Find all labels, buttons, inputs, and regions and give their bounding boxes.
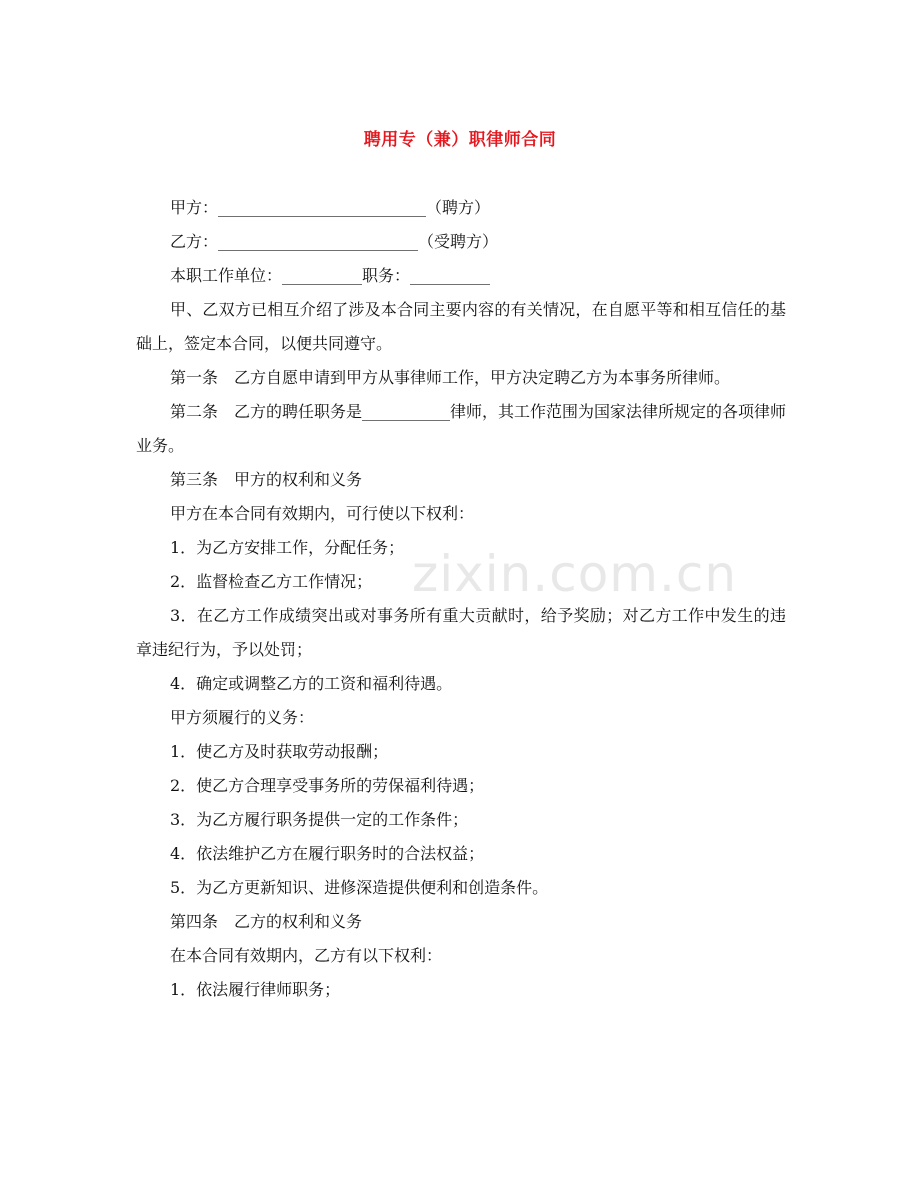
- document-title: 聘用专（兼）职律师合同: [363, 130, 557, 150]
- list-item: 3．在乙方工作成绩突出或对事务所有重大贡献时，给予奖励；对乙方工作中发生的违章违纪行为，予以处罚；: [136, 606, 786, 659]
- article-3-heading: 第三条 甲方的权利和义务: [170, 470, 363, 489]
- article-1-paragraph: 第一条 乙方自愿申请到甲方从事律师工作，甲方决定聘乙方为本事务所律师。: [170, 368, 731, 387]
- list-item: 2．使乙方合理享受事务所的劳保福利待遇；: [170, 776, 485, 795]
- party-a-rights-intro: 甲方在本合同有效期内，可行使以下权利：: [170, 504, 475, 523]
- list-item: 3．为乙方履行职务提供一定的工作条件；: [170, 810, 469, 829]
- list-item: 1．依法履行律师职务；: [170, 980, 341, 999]
- list-item: 2．监督检查乙方工作情况；: [170, 572, 373, 591]
- party-a-duties-intro: 甲方须履行的义务：: [170, 708, 315, 727]
- list-item: 4．确定或调整乙方的工资和福利待遇。: [170, 674, 453, 693]
- work-unit-line: 本职工作单位：__________职务：__________: [170, 266, 491, 285]
- party-b-line: 乙方：_________________________（受聘方）: [170, 232, 499, 251]
- party-a-line: 甲方：__________________________（聘方）: [170, 198, 491, 217]
- list-item: 1．使乙方及时获取劳动报酬；: [170, 742, 389, 761]
- article-2-paragraph: 第二条 乙方的聘任职务是___________律师，其工作范围为国家法律所规定的各项律师业务。: [136, 402, 787, 455]
- list-item: 4．依法维护乙方在履行职务时的合法权益；: [170, 844, 485, 863]
- party-b-rights-intro: 在本合同有效期内，乙方有以下权利：: [170, 946, 443, 965]
- list-item: 5．为乙方更新知识、进修深造提供便利和创造条件。: [170, 878, 549, 897]
- watermark-text: zixin.com.cn: [412, 545, 738, 603]
- article-4-heading: 第四条 乙方的权利和义务: [170, 912, 363, 931]
- list-item: 1．为乙方安排工作，分配任务；: [170, 538, 405, 557]
- document-body: [136, 191, 786, 1007]
- preamble-paragraph: 甲、乙双方已相互介绍了涉及本合同主要内容的有关情况，在自愿平等和相互信任的基础上，签定本合同，以便共同遵守。: [136, 300, 786, 353]
